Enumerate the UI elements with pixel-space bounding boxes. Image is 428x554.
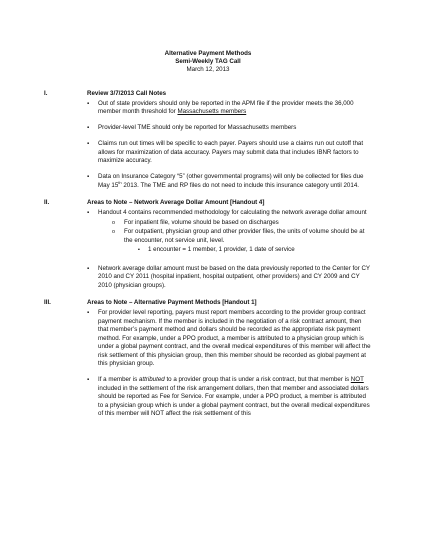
- list-item: ▪ For provider level reporting, payers must report members according to the provider group contract payment mechanism. If the member is included in the negotiation of a risk contract amount, then that member’s payment method and dollars should be recorded as the appropriate risk payment method. For example, under a PPO product, a member is attributed to a physician group which is under a global payment contract, and the overall medical expenditures of this member will affect the risk settlement of this physician group, then this member should be recorded as global payment at this physician group.: [87, 309, 372, 369]
- underlined-text: NOT: [350, 376, 364, 384]
- section-title: Review 3/7/2013 Call Notes: [87, 89, 167, 97]
- section-1: [44, 90, 372, 191]
- section-2: [44, 199, 372, 290]
- list-item: ▪ Provider-level TME should only be reported for Massachusetts members: [87, 124, 372, 133]
- sub-list-item: o For outpatient, physician group and other provider files, the units of volume should be at the encounter, not service unit, level. ▪ 1 encounter = 1 member, 1 provider, 1 date of service: [112, 228, 372, 255]
- sub-list: [98, 219, 372, 255]
- section-title: Areas to Note – Alternative Payment Methods [Handout 1]: [87, 299, 257, 307]
- document-subtitle: Semi-Weekly TAG Call: [175, 58, 241, 66]
- underlined-text: Massachusetts members: [177, 108, 247, 116]
- document-date: March 12, 2013: [186, 66, 230, 74]
- list-item: ▪ Handout 4 contains recommended methodology for calculating the network average dollar amount o For inpatient file, volume should be based on discharges o For outpatient, physician group and other provider files, the units of volume should be at the encounter, not service unit, level. ▪ 1 encounter = 1 member, 1 provider, 1 date of service: [87, 209, 372, 255]
- section-number: I.: [44, 89, 48, 97]
- section-3: [44, 299, 372, 419]
- bullet-list: [44, 309, 372, 419]
- list-item: ▪ Data on Insurance Category “5” (other governmental programs) will only be collected for files due May 15th 2013. The TME and RP files do not need to include this insurance category until 2014.: [87, 173, 372, 190]
- section-number: II.: [44, 199, 50, 207]
- list-item: ▪ Out of state providers should only be reported in the APM file if the provider meets the 36,000 member month threshold for Massachusetts members: [87, 100, 372, 117]
- list-item: ▪ Network average dollar amount must be based on the data previously reported to the Center for CY 2010 and CY 2011 (hospital inpatient, hospital outpatient, other providers) and CY 2009 and CY 2010 (physician groups).: [87, 265, 372, 291]
- sub-sub-list: [124, 246, 372, 255]
- list-item: ▪ Claims run out times will be specific to each payer. Payers should use a claims run out cutoff that allows for maximization of data accuracy. Payers may submit data that includes IBNR factors to maximize accuracy.: [87, 140, 372, 166]
- bullet-list: [44, 100, 372, 191]
- list-item: ▪ If a member is attributed to a provider group that is under a risk contract, but that member is NOT included in the settlement of the risk arrangement dollars, then that member and associated dollars should be reported as Fee for Service. For example, under a PPO product, a member is attributed to a physician group which is under a global payment contract, but the overall medical expenditures of this member will NOT affect the risk settlement of this: [87, 376, 372, 419]
- section-number: III.: [44, 299, 51, 307]
- document-title: Alternative Payment Methods: [164, 50, 252, 57]
- bullet-list: [44, 209, 372, 290]
- sub-list-item: o For inpatient file, volume should be based on discharges: [112, 219, 372, 228]
- document-header: [44, 50, 372, 75]
- sub-sub-list-item: ▪ 1 encounter = 1 member, 1 provider, 1 date of service: [138, 246, 372, 255]
- section-title: Areas to Note – Network Average Dollar Amount [Handout 4]: [87, 199, 265, 207]
